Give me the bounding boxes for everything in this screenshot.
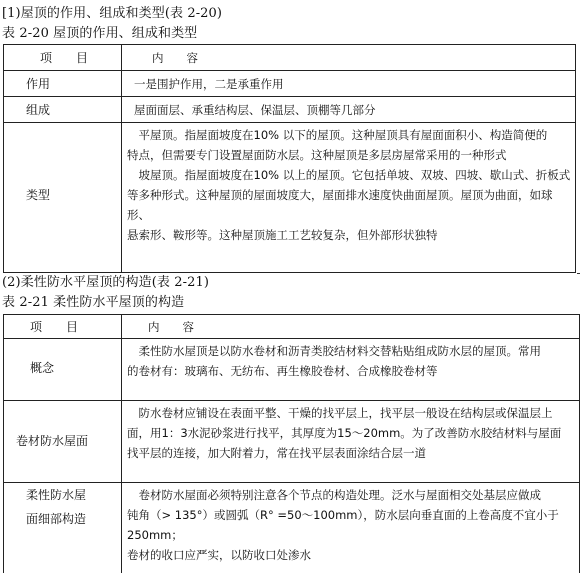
row-content-line: 的卷材有：玻璃布、无纺布、再生橡胶卷材、合成橡胶卷材等 [127,364,438,378]
row-content-text: 一是围护作用，二是承重作用 [134,76,284,91]
header-cell-item [4,315,122,338]
row-content-cell [122,483,579,573]
header-cell-item [4,45,122,70]
table-row [4,401,579,483]
row-content-line: 坡屋顶。指屋面坡度在10% 以上的屋顶。它包括单坡、双坡、四坡、歇山式、折板式 [127,168,571,182]
table-2-21 [3,314,580,573]
header-cell-content [122,45,575,70]
table-caption-2: 表 2-21 柔性防水平屋顶的构造 [2,295,185,310]
row-content-cell [122,339,579,400]
row-item-label: 组成 [26,103,51,117]
section-heading-2: (2)柔性防水平屋顶的构造(表 2-21) [2,275,209,290]
row-content-line: 防水卷材应铺设在表面平整、干燥的找平层上，找平层一般设在结构层或保温层上 [127,406,553,420]
row-content-cell [122,97,575,122]
row-item-cell [4,339,122,400]
table-header-row [4,45,575,71]
margin-tick [577,273,580,274]
row-item-cell [4,483,122,573]
header-content-label: 内 容 [148,319,194,334]
row-content-cell [122,71,575,96]
row-item-label: 类型 [26,188,51,202]
row-item-label-line: 面细部构造 [26,512,87,526]
table-row [4,71,575,97]
table-row [4,123,575,273]
row-content-line: 平屋顶。指屋面坡度在10% 以下的屋顶。这种屋顶具有屋面面积小、构造简便的 [127,128,548,142]
row-item-label: 作用 [26,77,51,91]
row-item-cell [4,123,122,272]
row-item-label: 卷材防水屋面 [16,434,89,448]
row-content-line: 柔性防水屋顶是以防水卷材和沥青类胶结材料交替粘贴组成防水层的屋顶。常用 [127,344,541,358]
row-item-cell [4,97,122,122]
row-content-cell [122,123,575,272]
table-row [4,97,575,123]
table-row [4,483,579,573]
row-item-cell [4,71,122,96]
row-content-line: 卷材的收口应严实，以防收口处渗水 [127,548,311,562]
row-content-text: 屋面面层、承重结构层、保温层、顶棚等几部分 [134,102,376,117]
row-content-cell [122,401,579,482]
row-content-line: 面，用1：3水泥砂浆进行找平，其厚度为15～20mm。为了改善防水胶结材料与屋面 [127,426,562,440]
table-2-20 [3,44,576,273]
row-item-cell [4,401,122,482]
table-caption-1: 表 2-20 屋顶的作用、组成和类型 [2,26,198,41]
row-item-label: 概念 [30,361,55,375]
row-item-label-line: 柔性防水屋 [26,488,87,502]
row-content-line: 特点，但需要专门设置屋面防水层。这种屋顶是多层房屋常采用的一种形式 [127,148,507,162]
row-content-line: 钝角（> 135°）或圆弧（R° =50～100mm），防水层向垂直面的上卷高度不宜小于250mm； [127,508,559,542]
table-row [4,339,579,401]
table-header-row [4,315,579,339]
header-item-label: 项 目 [30,320,79,334]
row-content-line: 卷材防水屋面必须特别注意各个节点的构造处理。泛水与屋面相交处基层应做成 [127,488,541,502]
header-item-label: 项 目 [40,51,89,65]
header-content-label: 内 容 [152,50,198,65]
row-content-line: 等多种形式。这种屋顶的屋面坡度大，屋面排水速度快曲面屋顶。屋顶为曲面，如球形、 [127,188,553,222]
header-cell-content [122,315,579,338]
row-content-line: 找平层的连接，加大附着力，常在找平层表面涂结合层一道 [127,446,426,460]
row-content-line: 悬索形、鞍形等。这种屋顶施工工艺较复杂，但外部形状独特 [127,228,438,242]
section-heading-1: [1)屋顶的作用、组成和类型(表 2-20) [2,6,223,21]
